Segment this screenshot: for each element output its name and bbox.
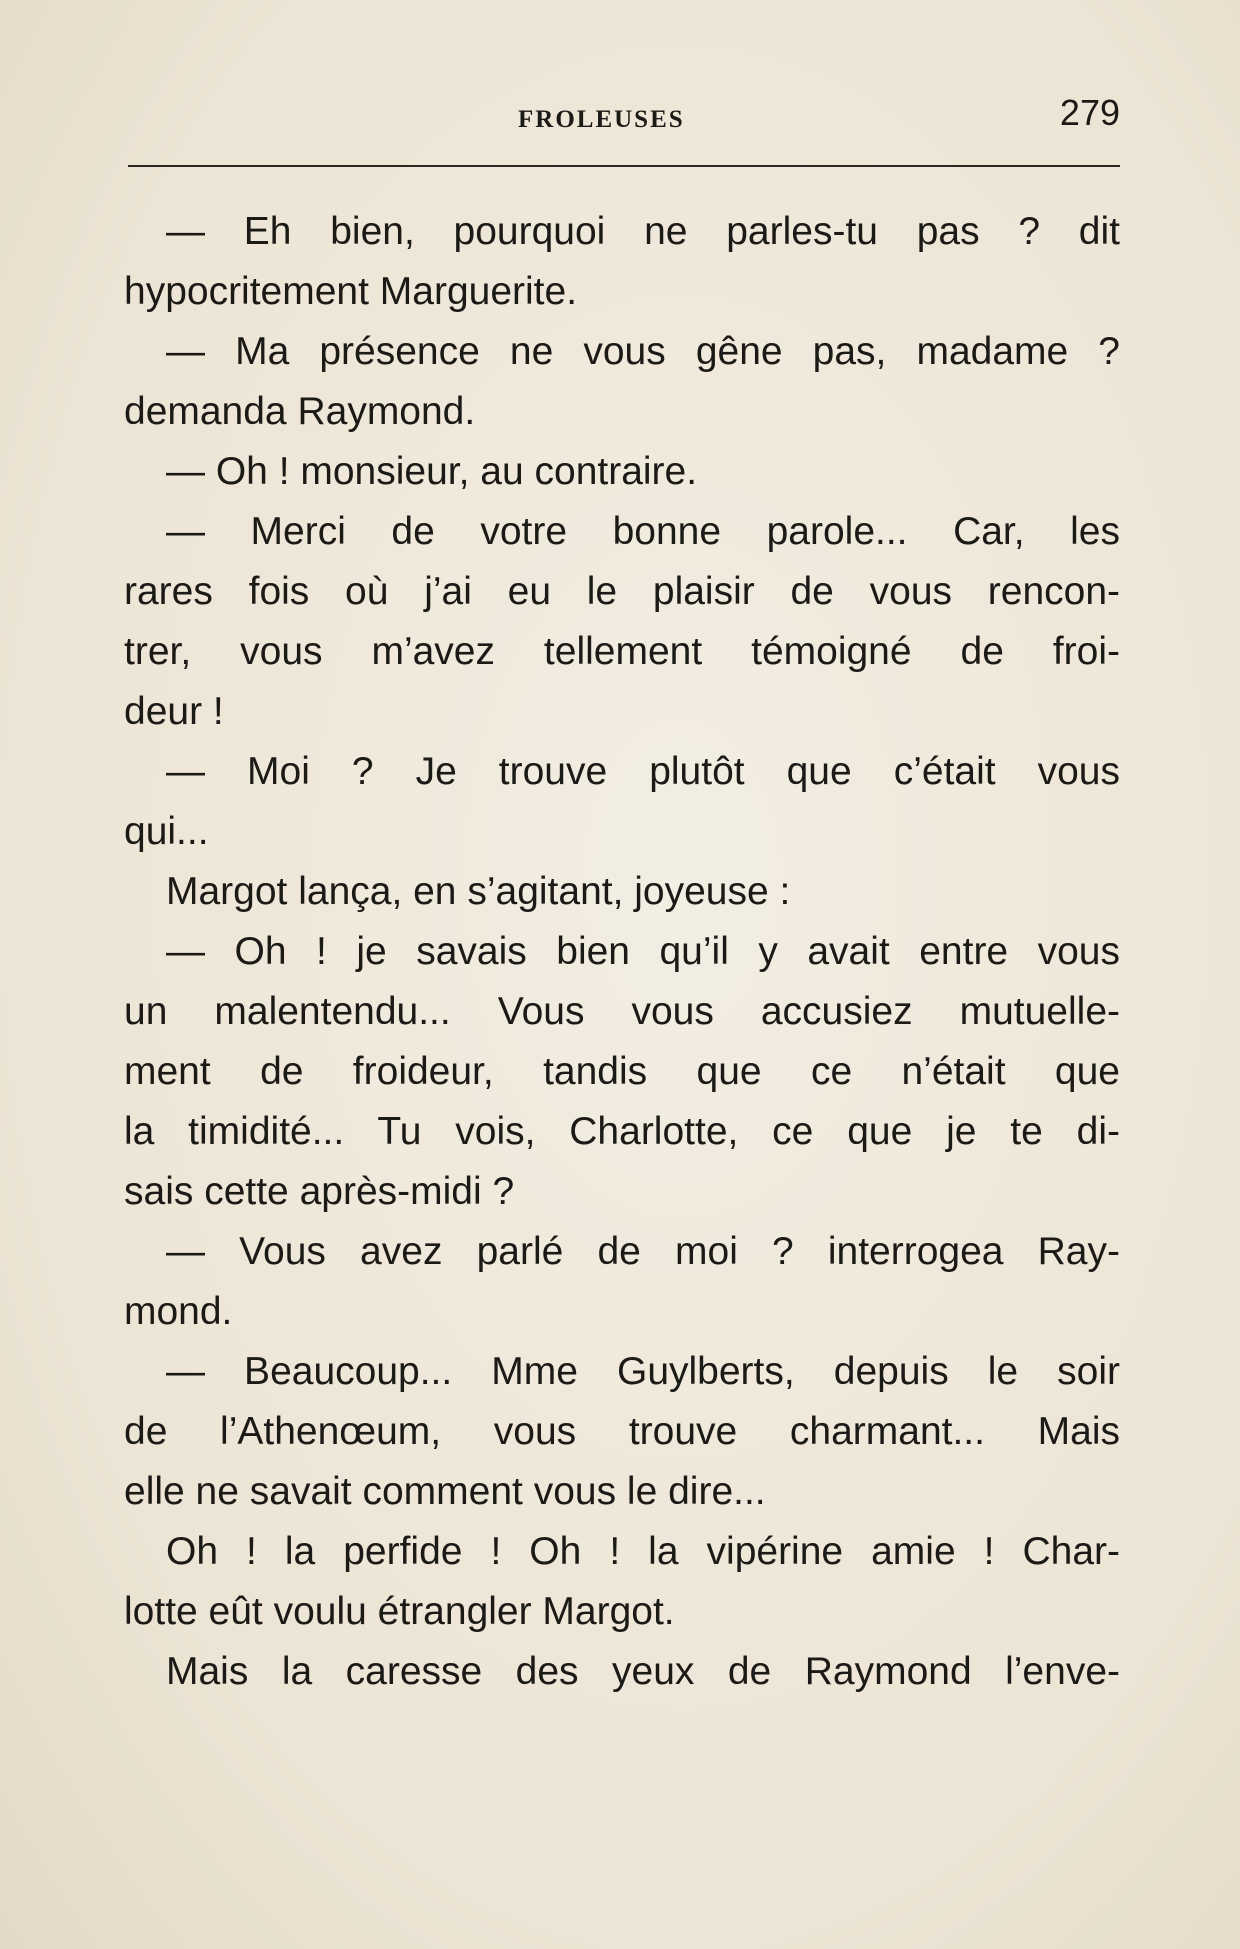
- header-rule: [128, 165, 1120, 167]
- text-line: — Vous avez parlé de moi ? interrogea Ray-: [166, 1230, 1120, 1273]
- body-text: [124, 202, 1120, 1702]
- text-line: qui...: [124, 810, 209, 853]
- text-line: sais cette après-midi ?: [124, 1170, 515, 1213]
- text-line: — Merci de votre bonne parole... Car, les: [166, 510, 1120, 553]
- text-line: deur !: [124, 690, 224, 733]
- text-line: elle ne savait comment vous le dire...: [124, 1470, 766, 1513]
- text-line: la timidité... Tu vois, Charlotte, ce que je te di-: [124, 1110, 1120, 1153]
- text-line: — Beaucoup... Mme Guylberts, depuis le soir: [166, 1350, 1120, 1393]
- text-line: rares fois où j’ai eu le plaisir de vous rencon-: [124, 570, 1120, 613]
- text-line: Oh ! la perfide ! Oh ! la vipérine amie ! Char-: [166, 1530, 1120, 1573]
- running-title: FROLEUSES: [518, 106, 685, 133]
- text-line: lotte eût voulu étrangler Margot.: [124, 1590, 675, 1633]
- page-number: 279: [1059, 92, 1120, 133]
- text-line: Mais la caresse des yeux de Raymond l’enve-: [166, 1650, 1120, 1693]
- text-line: — Oh ! je savais bien qu’il y avait entre vous: [166, 930, 1120, 973]
- text-line: ment de froideur, tandis que ce n’était que: [124, 1050, 1120, 1093]
- text-line: hypocritement Marguerite.: [124, 270, 578, 313]
- text-line: Margot lança, en s’agitant, joyeuse :: [166, 870, 791, 913]
- text-line: de l’Athenœum, vous trouve charmant... Mais: [124, 1410, 1120, 1453]
- page-header: [128, 92, 1120, 142]
- text-line: — Oh ! monsieur, au contraire.: [166, 450, 698, 493]
- text-line: mond.: [124, 1290, 233, 1333]
- text-line: trer, vous m’avez tellement témoigné de froi-: [124, 630, 1120, 673]
- text-line: demanda Raymond.: [124, 390, 476, 433]
- text-line: — Eh bien, pourquoi ne parles-tu pas ? dit: [166, 210, 1120, 253]
- text-line: — Moi ? Je trouve plutôt que c’était vous: [166, 750, 1120, 793]
- text-line: — Ma présence ne vous gêne pas, madame ?: [166, 330, 1120, 373]
- text-line: un malentendu... Vous vous accusiez mutuelle-: [124, 990, 1120, 1033]
